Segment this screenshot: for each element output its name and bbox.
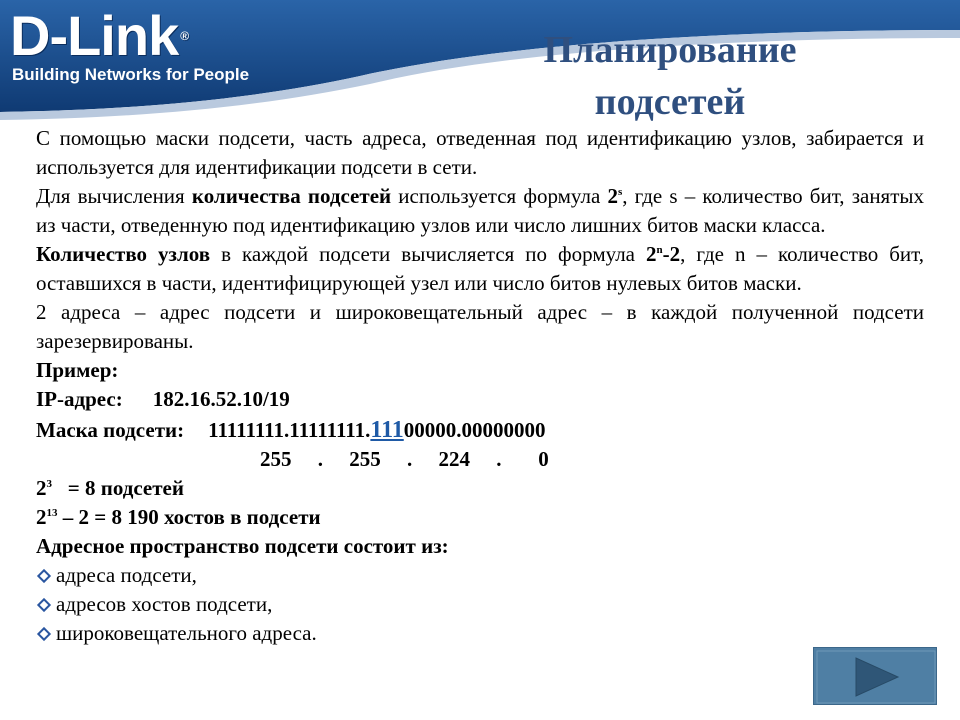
list-item: адреса подсети, [36, 561, 924, 590]
list-item: адресов хостов подсети, [36, 590, 924, 619]
subnets-formula: $2^3 = 8$ подсетей [36, 476, 184, 500]
paragraph-subnet-count: Для вычисления количества подсетей используется формула 2$^s$, где s – количество бит, занятых из части, отведенную под идентификацию узлов или число лишних битов маски класса. [36, 184, 925, 237]
mask-borrowed-bits: 111 [370, 417, 404, 443]
title-line-2: подсетей [594, 81, 746, 123]
subnet-mask-row: Маска подсети: 11111111.11111111.11100000.00000000 [36, 417, 546, 443]
list-item: широковещательного адреса. [36, 619, 924, 648]
term-host-count: Количество узлов [36, 242, 211, 266]
registered-mark: ® [180, 29, 189, 43]
logo-wordmark: D-Link ® [10, 4, 189, 67]
play-triangle-icon [814, 648, 938, 706]
term-subnet-count: количества подсетей [191, 184, 392, 208]
diamond-bullet-icon [37, 597, 51, 611]
paragraph-subnet-mask: С помощью маски подсети, часть адреса, отведенная под идентификацию узлов, забирается и используется для идентификации подсети в сети. [36, 126, 924, 179]
ip-address-value: 182.16.52.10/19 [152, 387, 290, 411]
slide-body [36, 124, 924, 648]
paragraph-host-count: Количество узлов в каждой подсети вычисляется по формула 2$^n$-2, где n – количество бит, оставшихся в части, идентифицирующей узел или число битов нулевых битов маски. [36, 242, 924, 295]
logo-tagline: Building Networks for People [12, 65, 250, 84]
diamond-bullet-icon [37, 568, 51, 582]
address-space-heading: Адресное пространство подсети состоит из: [36, 534, 449, 558]
next-slide-button[interactable] [813, 647, 937, 705]
diamond-bullet-icon [37, 626, 51, 640]
subnet-mask-decimal: 255 . 255 . 224 . 0 [260, 447, 549, 471]
title-line-1: Планирование [543, 29, 797, 71]
d-link-logo [10, 6, 249, 84]
hosts-formula: $2^{13} - 2 = 8$ 190 хостов в подсети [36, 505, 321, 529]
slide-title [430, 24, 910, 128]
example-heading: Пример: [36, 358, 119, 382]
ip-address-row: IP-адрес: 182.16.52.10/19 [36, 387, 290, 411]
paragraph-reserved-addresses: 2 адреса – адрес подсети и широковещательный адрес – в каждой полученной подсети зарезервированы. [36, 300, 924, 353]
